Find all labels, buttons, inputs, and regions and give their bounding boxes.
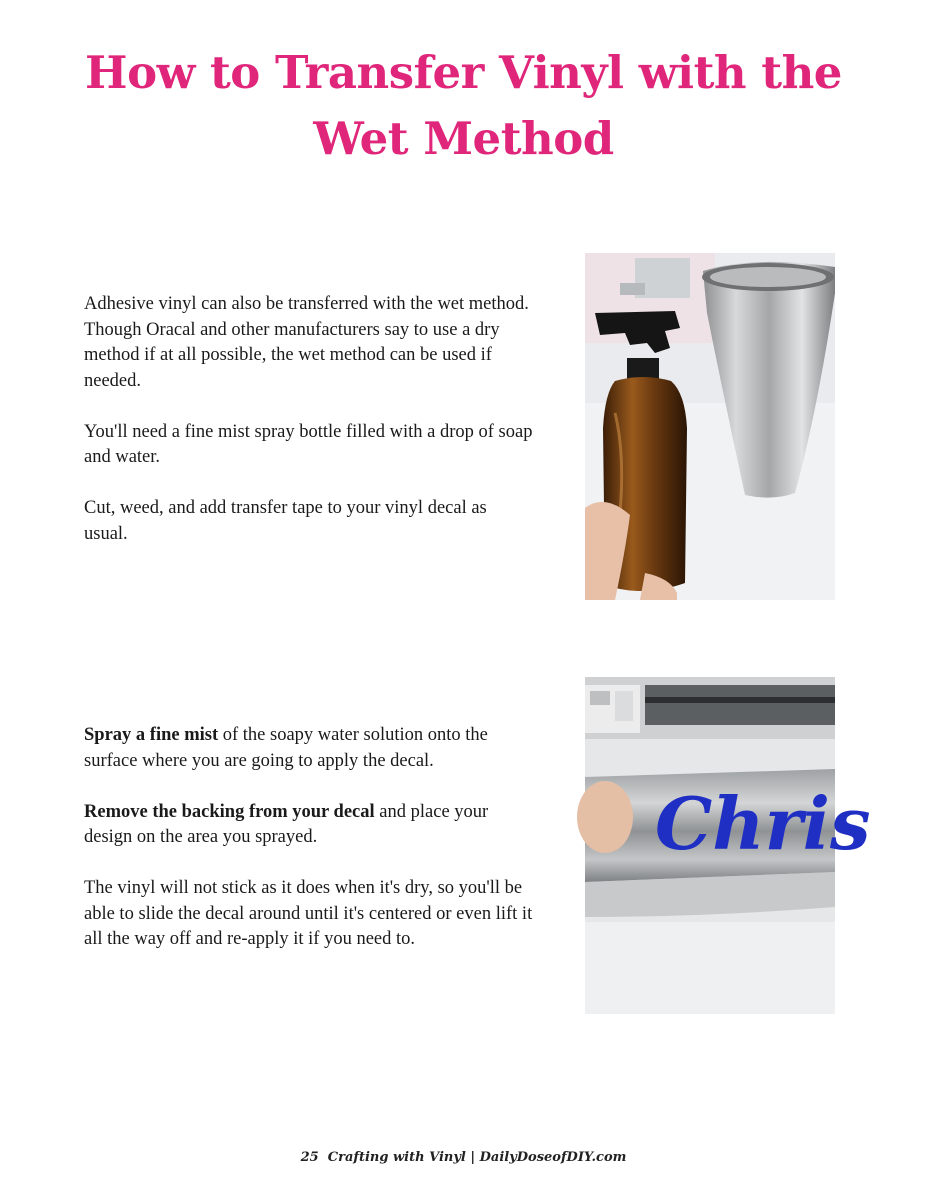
chris-decal-on-tumbler-image [585, 677, 871, 1014]
paragraph-spray [84, 723, 534, 774]
paragraph-supplies: You'll need a fine mist spray bottle filled with a drop of soap and water. [84, 421, 533, 467]
page-title: How to Transfer Vinyl with the Wet Method [85, 46, 842, 165]
page-footer [0, 1150, 927, 1165]
paragraph-prep: Cut, weed, and add transfer tape to your vinyl decal as usual. [84, 498, 487, 544]
section-dry-vs-wet [84, 292, 534, 547]
section-apply-decal [84, 723, 534, 953]
decal-text: Chris [655, 781, 871, 866]
bold-spray: Spray a fine mist [84, 725, 219, 745]
footer-book-title: Crafting with Vinyl | DailyDoseofDIY.com [327, 1150, 627, 1165]
paragraph-intro: Adhesive vinyl can also be transferred with the wet method. Though Oracal and other manufacturers say to use a dry method if at all possible, the wet method can be used if needed. [84, 294, 529, 391]
text-backing: and place your design on the area you sprayed. [84, 801, 489, 847]
spray-bottle-and-tumbler-image [585, 253, 835, 600]
page-number: 25 [300, 1150, 319, 1165]
text-spray: of the soapy water solution onto the surface where you are going to apply the decal. [84, 725, 488, 771]
paragraph-slide: The vinyl will not stick as it does when it's dry, so you'll be able to slide the decal around until it's centered or even lift it all the way off and re-apply it if you need to. [84, 878, 533, 949]
spray-bottle-photo [585, 253, 835, 600]
paragraph-backing [84, 800, 534, 851]
decal-photo [585, 677, 871, 1014]
bold-backing: Remove the backing from your decal [84, 801, 375, 822]
